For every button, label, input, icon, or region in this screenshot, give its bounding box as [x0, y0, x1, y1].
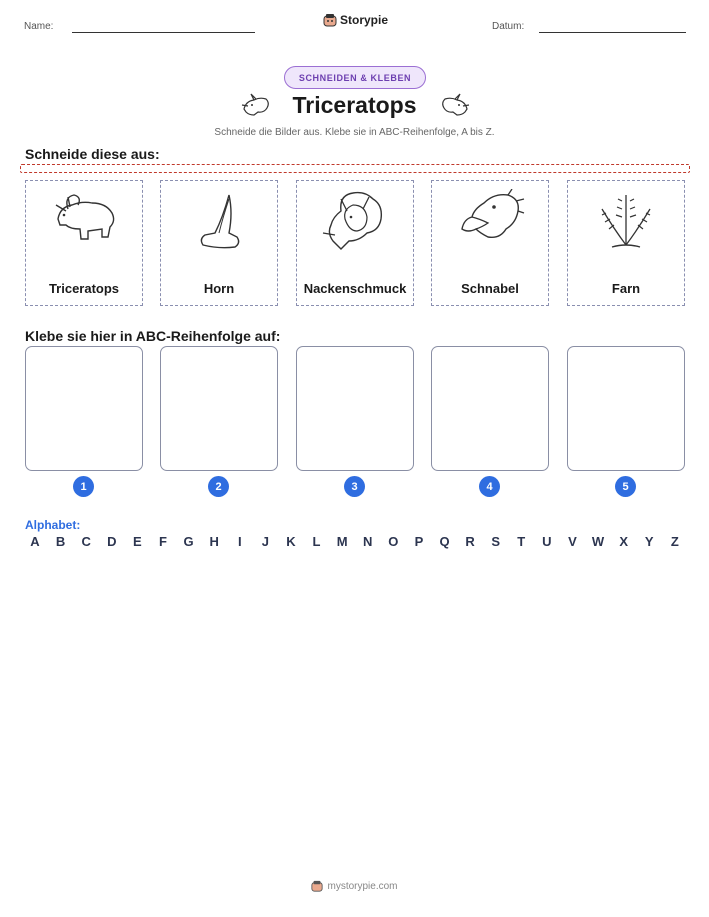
page-header	[0, 0, 709, 50]
cut-card-label: Triceratops	[48, 281, 120, 296]
slot-number-badge: 1	[73, 476, 94, 497]
cut-card-label: Horn	[203, 281, 235, 296]
paste-slot-4[interactable]	[431, 346, 549, 471]
alphabet-letter: N	[363, 534, 373, 549]
slot-number-badge: 4	[479, 476, 500, 497]
cut-card-horn[interactable]	[160, 180, 278, 306]
slot-number-badge: 2	[208, 476, 229, 497]
frill-icon	[319, 189, 391, 253]
brand-name: Storypie	[340, 13, 389, 27]
alphabet-letter: D	[107, 534, 117, 549]
alphabet-letter: R	[465, 534, 475, 549]
alphabet-letter: O	[388, 534, 399, 549]
alphabet-letter: T	[517, 534, 526, 549]
paste-slot-5[interactable]	[567, 346, 685, 471]
cut-card-farn[interactable]	[567, 180, 685, 306]
alphabet-letter: A	[30, 534, 40, 549]
name-field-line[interactable]	[72, 32, 255, 33]
alphabet-letter: C	[81, 534, 91, 549]
cut-card-schnabel[interactable]	[431, 180, 549, 306]
cut-card-label: Farn	[611, 281, 641, 296]
alphabet-letter: Y	[644, 534, 654, 549]
alphabet-letter: E	[133, 534, 142, 549]
triceratops-icon	[48, 189, 120, 245]
paste-slot-1[interactable]	[25, 346, 143, 471]
alphabet-letter: U	[542, 534, 552, 549]
fern-icon	[592, 189, 660, 253]
paste-slot-2[interactable]	[160, 346, 278, 471]
brand-logo	[323, 13, 388, 27]
date-field-line[interactable]	[539, 32, 686, 33]
alphabet-letter: H	[209, 534, 219, 549]
cut-card-label: Schnabel	[461, 281, 519, 296]
alphabet-letter: F	[158, 534, 167, 549]
instructions: Schneide die Bilder aus. Klebe sie in ABC-Reihenfolge, A bis Z.	[214, 127, 495, 138]
alphabet-letter: V	[568, 534, 577, 549]
activity-tag: SCHNEIDEN & KLEBEN	[284, 66, 426, 89]
page-footer	[0, 880, 709, 892]
alphabet-letter: K	[286, 534, 296, 549]
date-label: Datum:	[492, 21, 525, 32]
alphabet-letter: G	[183, 534, 194, 549]
alphabet-letter: Q	[439, 534, 450, 549]
alphabet-letter: S	[491, 534, 501, 549]
alphabet-letter: L	[312, 534, 321, 549]
alphabet-letter: P	[414, 534, 424, 549]
storypie-mascot-icon	[311, 880, 323, 892]
horn-icon	[189, 189, 249, 253]
name-label: Name:	[24, 21, 54, 32]
alphabet-letter: I	[237, 534, 242, 549]
alphabet-letter: Z	[670, 534, 679, 549]
paste-slot-3[interactable]	[296, 346, 414, 471]
cut-card-nackenschmuck[interactable]	[296, 180, 414, 306]
alphabet-row	[25, 534, 685, 549]
alphabet-letter: M	[336, 534, 348, 549]
triceratops-head-right-icon	[437, 93, 471, 119]
slot-number-badge: 3	[344, 476, 365, 497]
page-title: Triceratops	[292, 92, 417, 118]
alphabet-letter: X	[619, 534, 628, 549]
cut-section-heading: Schneide diese aus:	[25, 146, 160, 162]
slot-number-badge: 5	[615, 476, 636, 497]
cut-card-label: Nackenschmuck	[303, 281, 407, 296]
alphabet-letter: J	[261, 534, 269, 549]
storypie-mascot-icon	[323, 13, 337, 27]
cut-card-triceratops[interactable]	[25, 180, 143, 306]
paste-section-heading: Klebe sie hier in ABC-Reihenfolge auf:	[25, 328, 281, 344]
alphabet-label: Alphabet:	[25, 518, 81, 532]
cut-guide-line	[20, 164, 690, 173]
footer-url[interactable]: mystorypie.com	[327, 880, 398, 892]
alphabet-letter: W	[591, 534, 605, 549]
alphabet-letter: B	[55, 534, 66, 549]
beak-icon	[454, 189, 526, 249]
